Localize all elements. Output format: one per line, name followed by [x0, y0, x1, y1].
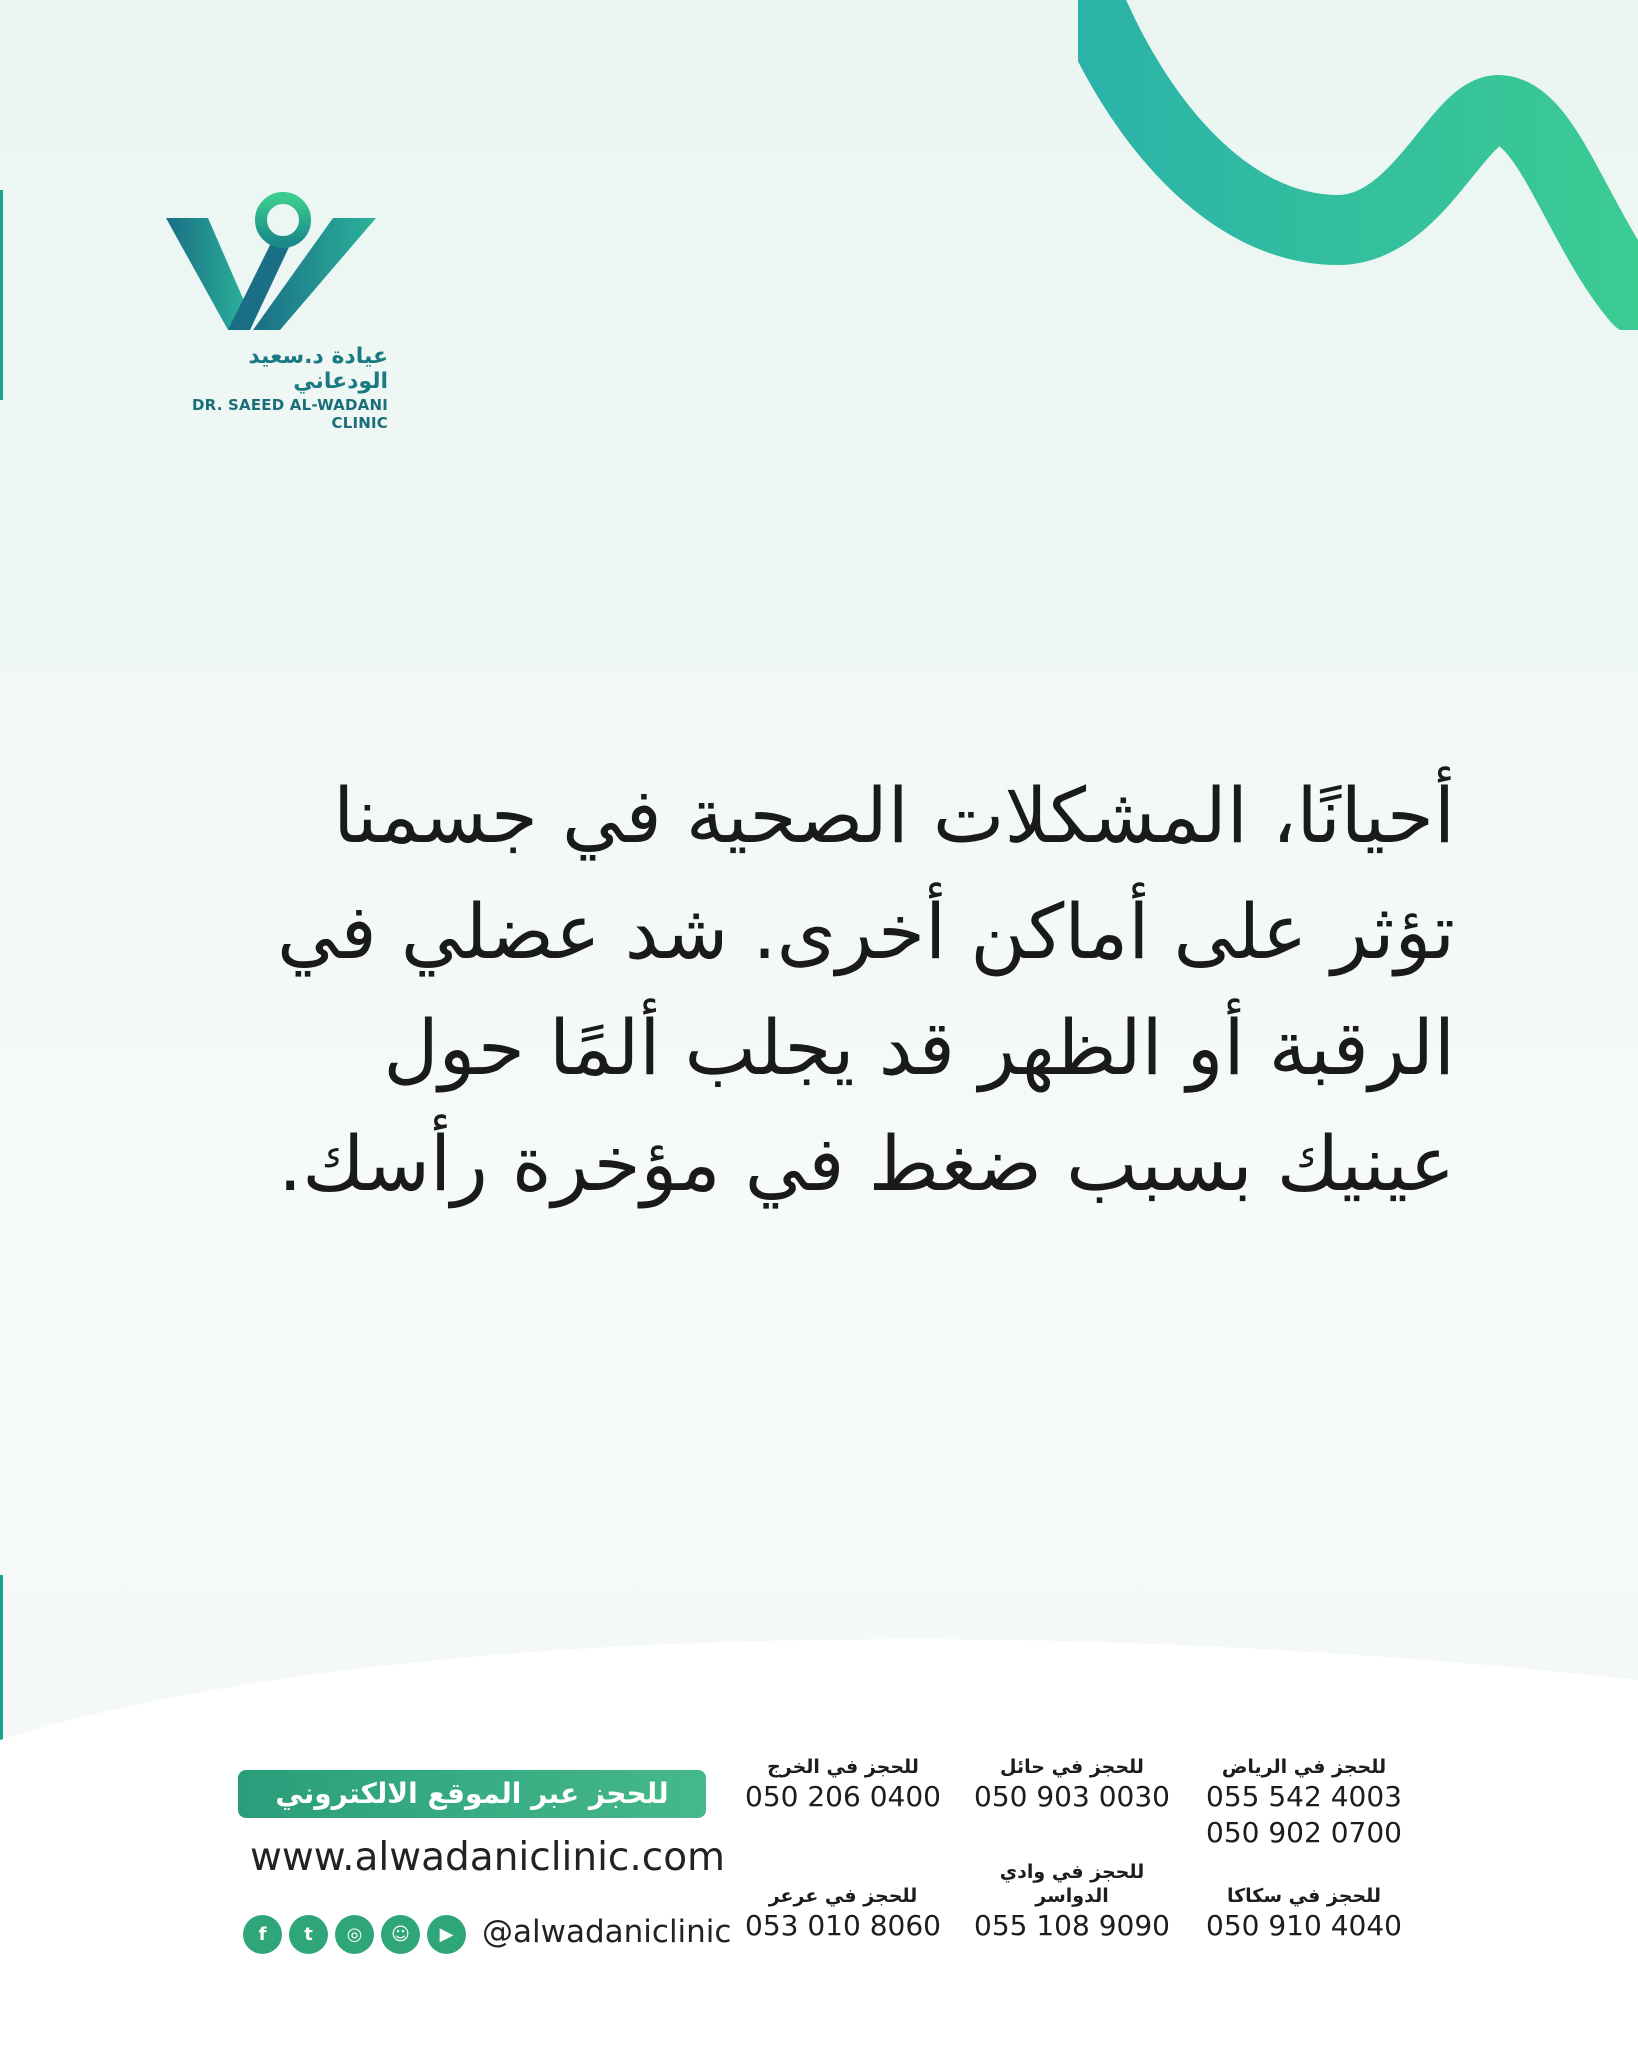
message-line: عينيك بسبب ضغط في مؤخرة رأسك.	[278, 1119, 1455, 1208]
message-line: أحيانًا، المشكلات الصحية في جسمنا	[333, 771, 1455, 860]
twitter-icon[interactable]: t	[289, 1915, 328, 1954]
branch-phone[interactable]: 050 903 0030	[974, 1780, 1170, 1813]
online-booking-button[interactable]: للحجز عبر الموقع الالكتروني	[238, 1770, 706, 1818]
branch-sakaka	[1204, 1884, 1404, 1944]
branch-phone[interactable]: 055 542 4003	[1206, 1780, 1402, 1813]
snapchat-icon[interactable]: ☺	[381, 1915, 420, 1954]
branch-label: للحجز في سكاكا	[1226, 1885, 1382, 1907]
instagram-icon[interactable]: ◎	[335, 1915, 374, 1954]
branch-alkharj	[743, 1755, 943, 1815]
branch-label: للحجز في الخرج	[767, 1756, 919, 1778]
message-line: تؤثر على أماكن أخرى. شد عضلي في	[277, 887, 1455, 976]
branch-phone[interactable]: 055 108 9090	[974, 1909, 1170, 1942]
social-handle[interactable]: @alwadaniclinic	[482, 1914, 732, 1950]
facebook-icon[interactable]: f	[243, 1915, 282, 1954]
branch-phone[interactable]: 050 902 0700	[1206, 1816, 1402, 1849]
branch-label: للحجز في عرعر	[768, 1885, 918, 1907]
website-link[interactable]: www.alwadaniclinic.com	[250, 1835, 726, 1880]
decorative-swoosh	[1078, 0, 1638, 330]
main-message	[270, 758, 1455, 1222]
branch-label: للحجز في حائل	[1000, 1756, 1144, 1778]
left-edge-accent	[0, 190, 3, 400]
branch-arar	[743, 1884, 943, 1944]
logo-name-english: DR. SAEED AL-WADANI CLINIC	[192, 396, 388, 432]
clinic-logo	[150, 190, 390, 432]
branch-hail	[972, 1755, 1172, 1815]
youtube-icon[interactable]: ▶	[427, 1915, 466, 1954]
branch-label: للحجز في الرياض	[1221, 1756, 1387, 1778]
branch-phone[interactable]: 050 910 4040	[1206, 1909, 1402, 1942]
branch-wadi-aldawasir	[972, 1860, 1172, 1944]
branch-label: للحجز في وادي الدواسر	[999, 1861, 1145, 1907]
branch-phone[interactable]: 050 206 0400	[745, 1780, 941, 1813]
logo-name-arabic: عيادة د.سعيد الودعاني	[248, 344, 388, 394]
logo-mark-icon	[158, 190, 383, 340]
branch-phone[interactable]: 053 010 8060	[745, 1909, 941, 1942]
social-icons	[243, 1915, 466, 1954]
branch-riyadh	[1204, 1755, 1404, 1851]
message-line: الرقبة أو الظهر قد يجلب ألمًا حول	[383, 1003, 1455, 1092]
